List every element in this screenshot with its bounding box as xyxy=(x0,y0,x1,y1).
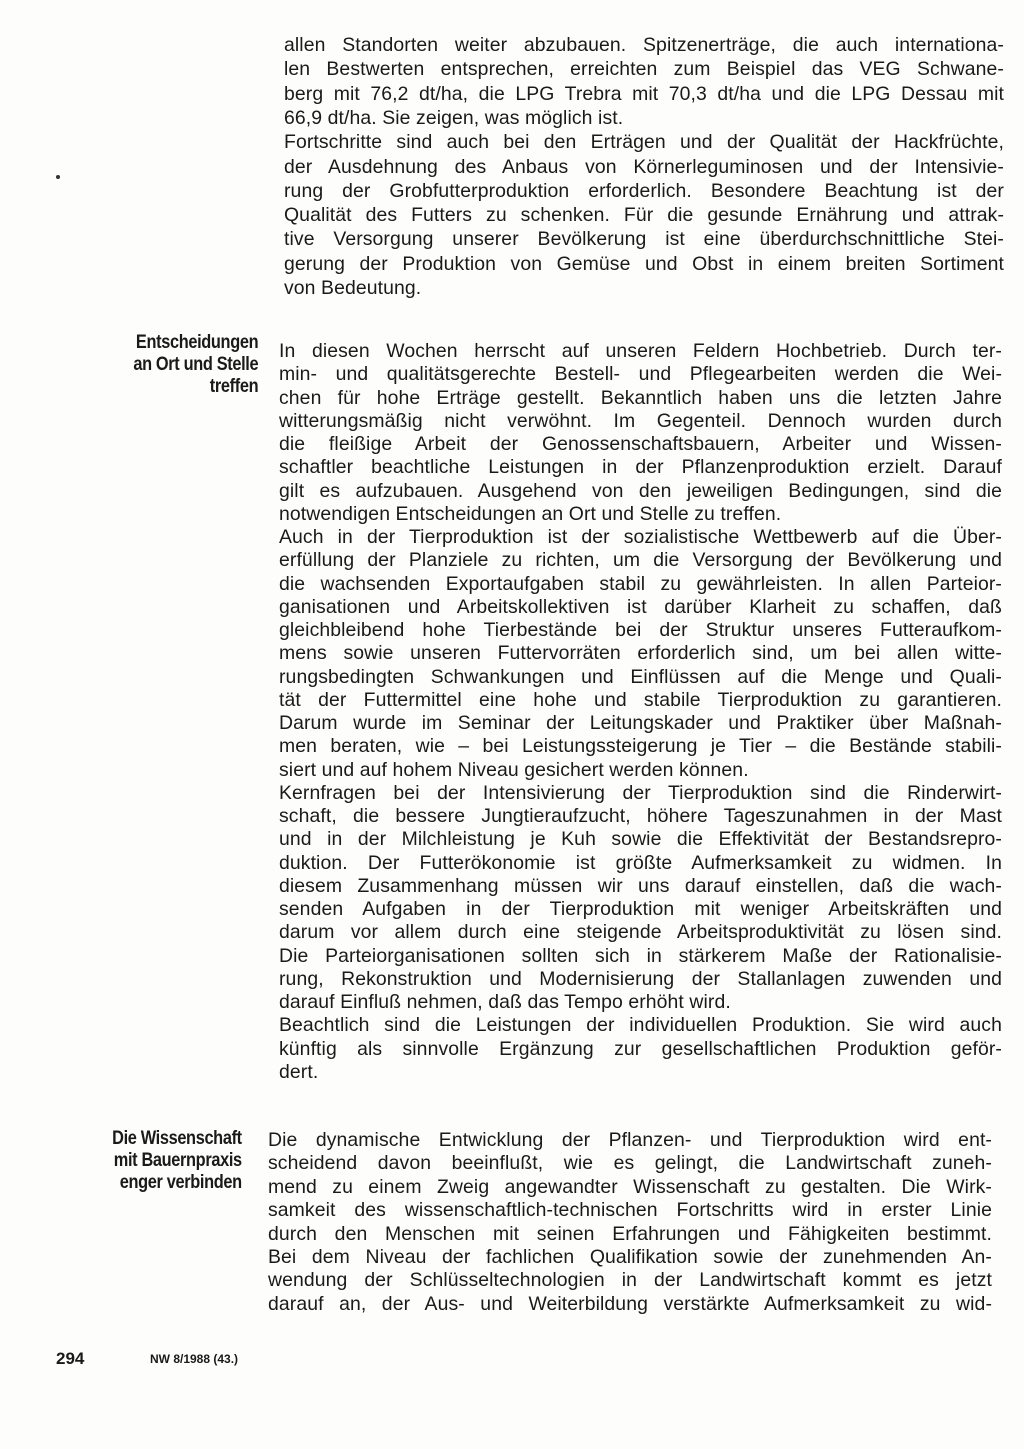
heading-decisions-line: Entscheidungen xyxy=(135,332,258,353)
text-line: wendung der Schlüsseltechnologien in der Landwirtschaft kommt es jetzt xyxy=(268,1269,992,1292)
heading-decisions xyxy=(133,332,258,398)
heading-science-line: mit Bauernpraxis xyxy=(114,1150,242,1171)
text-line: gleichbleibend hohe Tierbestände bei der Struktur unseres Futteraufkom- xyxy=(279,619,1002,641)
text-line: chen für hohe Erträge gestellt. Bekanntlich haben uns die letzten Jahre xyxy=(279,386,1002,409)
text-line: künftig als sinnvolle Ergänzung zur gesellschaftlichen Produktion geför- xyxy=(279,1037,1002,1060)
text-line: senden Aufgaben in der Tierproduktion mit weniger Arbeitskräften und xyxy=(279,898,1002,920)
text-line: witterungsmäßig nicht verwöhnt. Im Gegenteil. Dennoch wurden durch xyxy=(279,409,1002,432)
text-line: diesem Zusammenhang müssen wir uns darauf einstellen, daß die wach- xyxy=(279,874,1002,897)
text-line: tive Versorgung unserer Bevölkerung ist eine überdurchschnittliche Stei- xyxy=(284,228,1004,251)
text-line: Qualität des Futters zu schenken. Für die gesunde Ernährung und attrak- xyxy=(284,204,1004,227)
text-line: scheidend davon beeinflußt, wie es gelingt, die Landwirtschaft zuneh- xyxy=(268,1152,992,1175)
text-line: mens sowie unseren Futtervorräten erforderlich sind, um bei allen witte- xyxy=(279,642,1002,665)
heading-science xyxy=(112,1128,242,1194)
text-line: Kernfragen bei der Intensivierung der Tierproduktion sind die Rinderwirt- xyxy=(279,781,1002,804)
text-line: Beachtlich sind die Leistungen der individuellen Produktion. Sie wird auch xyxy=(279,1014,1002,1037)
text-line: die wachsenden Exportaufgaben stabil zu gewährleisten. In allen Parteior- xyxy=(279,572,1002,595)
text-line: durch den Menschen mit seinen Erfahrungen und Fähigkeiten bestimmt. xyxy=(268,1222,992,1245)
text-line: von Bedeutung. xyxy=(284,277,422,299)
text-line: mend zu einem Zweig angewandter Wissenschaft zu gestalten. Die Wirk- xyxy=(268,1175,992,1198)
text-line: Bei dem Niveau der fachlichen Qualifikation sowie der zunehmenden An- xyxy=(268,1246,992,1268)
text-line: notwendigen Entscheidungen an Ort und Stelle zu treffen. xyxy=(279,502,782,525)
text-line: allen Standorten weiter abzubauen. Spitzenerträge, die auch internationa- xyxy=(284,34,1004,56)
text-line: duktion. Der Futterökonomie ist größte Aufmerksamkeit zu widmen. In xyxy=(279,851,1002,874)
text-line: rungsbedingten Schwankungen und Einflüssen auf die Menge und Quali- xyxy=(279,665,1002,688)
text-line: siert und auf hohem Niveau gesichert werden können. xyxy=(279,758,749,781)
text-line: berg mit 76,2 dt/ha, die LPG Trebra mit 70,3 dt/ha und die LPG Dessau mit xyxy=(284,82,1004,105)
issue-reference: NW 8/1988 (43.) xyxy=(150,1352,239,1366)
text-line: darauf Einfluß nehmen, daß das Tempo erhöht wird. xyxy=(279,991,731,1013)
heading-decisions-line: an Ort und Stelle xyxy=(133,354,258,375)
text-line: erfüllung der Planziele zu richten, um die Versorgung der Bevölkerung und xyxy=(279,549,1002,572)
text-line: samkeit des wissenschaftlich-technischen Fortschritts wird in erster Linie xyxy=(268,1199,992,1222)
text-line: rung, Rekonstruktion und Modernisierung der Stallanlagen zuwenden und xyxy=(279,967,1002,990)
text-line: In diesen Wochen herrscht auf unseren Feldern Hochbetrieb. Durch ter- xyxy=(279,340,1002,362)
heading-science-line: Die Wissenschaft xyxy=(112,1128,242,1149)
text-line: Die Parteiorganisationen sollten sich in stärkerem Maße der Rationalisie- xyxy=(279,944,1002,967)
text-line: gilt es aufzubauen. Ausgehend von den jeweiligen Bedingungen, sind die xyxy=(279,479,1002,502)
text-line: der Ausdehnung des Anbaus von Körnerleguminosen und der Intensivie- xyxy=(284,155,1004,178)
text-line: tät der Futtermittel eine hohe und stabile Tierproduktion zu garantieren. xyxy=(279,688,1002,711)
text-line: Darum wurde im Seminar der Leitungskader und Praktiker über Maßnah- xyxy=(279,712,1002,734)
text-line: schaftler beachtliche Leistungen in der Pflanzenproduktion erzielt. Darauf xyxy=(279,456,1002,479)
text-line: dert. xyxy=(279,1060,319,1083)
text-line: rung der Grobfutterproduktion erforderlich. Besondere Beachtung ist der xyxy=(284,179,1004,202)
heading-science-line: enger verbinden xyxy=(120,1172,242,1193)
text-line: min- und qualitätsgerechte Bestell- und Pflegearbeiten werden die Wei- xyxy=(279,363,1002,386)
text-line: men beraten, wie – bei Leistungssteigerung je Tier – die Bestände stabili- xyxy=(279,735,1002,758)
print-speck xyxy=(56,175,60,179)
text-line: die fleißige Arbeit der Genossenschaftsbauern, Arbeiter und Wissen- xyxy=(279,433,1002,455)
text-line: schaft, die bessere Jungtieraufzucht, höhere Tageszunahmen in der Mast xyxy=(279,805,1002,827)
text-line: und in der Milchleistung je Kuh sowie die Effektivität der Bestandsrepro- xyxy=(279,828,1002,851)
page-number: 294 xyxy=(56,1349,85,1368)
text-line: Fortschritte sind auch bei den Erträgen und der Qualität der Hackfrüchte, xyxy=(284,131,1004,154)
heading-decisions-line: treffen xyxy=(209,376,258,397)
text-line: 66,9 dt/ha. Sie zeigen, was möglich ist. xyxy=(284,106,624,129)
text-line: len Bestwerten entsprechen, erreichten zum Beispiel das VEG Schwane- xyxy=(284,58,1004,81)
text-line: Die dynamische Entwicklung der Pflanzen- und Tierproduktion wird ent- xyxy=(268,1129,992,1151)
text-line: gerung der Produktion von Gemüse und Obst in einem breiten Sortiment xyxy=(284,252,1004,275)
text-line: darum vor allem durch eine steigende Arbeitsproduktivität zu lösen sind. xyxy=(279,921,1002,944)
text-line: ganisationen und Arbeitskollektiven ist darüber Klarheit zu schaffen, daß xyxy=(279,595,1002,618)
text-line: darauf an, der Aus- und Weiterbildung verstärkte Aufmerksamkeit zu wid- xyxy=(268,1292,992,1315)
text-line: Auch in der Tierproduktion ist der sozialistische Wettbewerb auf die Über- xyxy=(279,526,1002,548)
